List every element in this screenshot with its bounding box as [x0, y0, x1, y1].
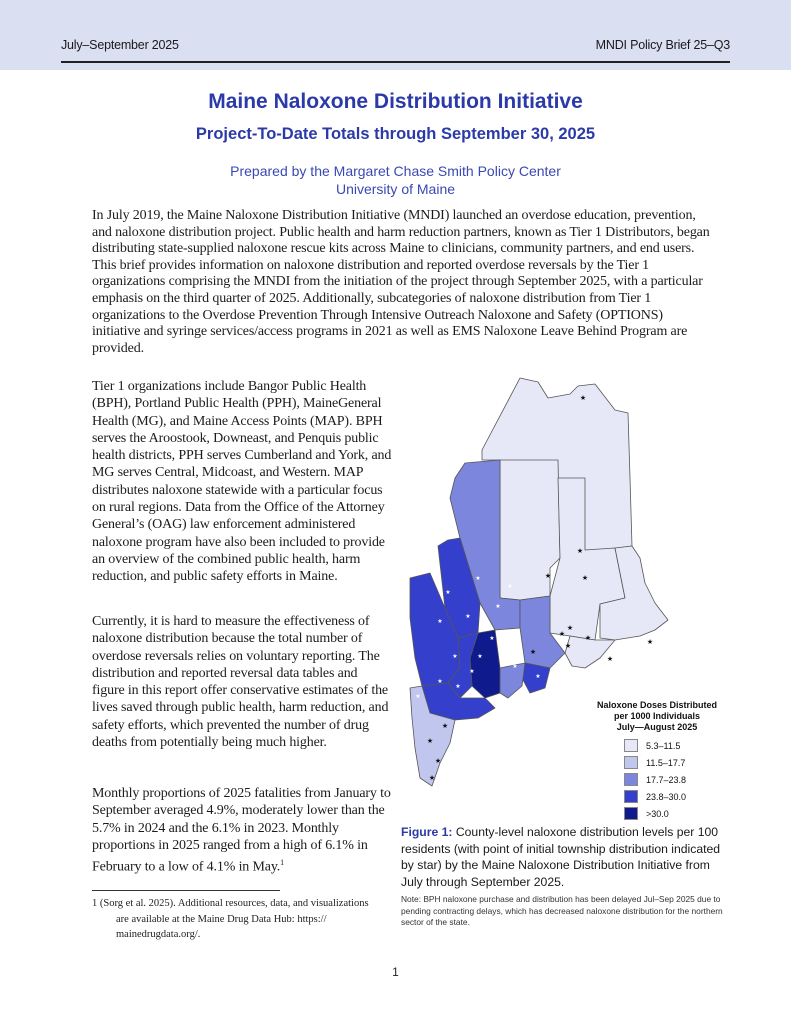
prepared-by-line2: University of Maine [335, 181, 456, 197]
star-icon: ★ [564, 642, 572, 650]
star-icon: ★ [415, 693, 421, 700]
star-icon: ★ [452, 653, 458, 660]
header-band [0, 0, 791, 70]
star-icon: ★ [584, 634, 592, 642]
star-icon: ★ [445, 589, 451, 596]
legend-label: >30.0 [646, 808, 669, 819]
star-icon: ★ [434, 757, 442, 765]
star-icon: ★ [581, 574, 589, 582]
legend-swatch [624, 756, 638, 769]
star-icon: ★ [535, 673, 541, 680]
effectiveness-paragraph: Currently, it is hard to measure the effectiveness of naloxone distribution because the total number of overdose reversals relies on voluntary reporting. The distribution and reported reversal data tables and figure in this report offer conservative estimates of the lives saved through public health, harm reduction, and safety efforts, which prevented the number of drug deaths from potentially being much higher. [92, 614, 389, 751]
map-legend [592, 700, 722, 822]
star-icon: ★ [646, 638, 654, 646]
star-icon: ★ [558, 630, 566, 638]
star-icon: ★ [455, 683, 461, 690]
fatalities-text: Monthly proportions of 2025 fatalities from January to September averaged 4.9%, moderately lower than the 5.7% in 2024 and the 6.1% in 2023. Monthly proportions in 2025 ranged from a high of 6.1% in February to a low of 4.1% in May. [92, 786, 391, 875]
star-icon: ★ [576, 547, 584, 555]
footnote-line2: are available at the Maine Drug Data Hub: https:// [116, 913, 327, 925]
prepared-by-line1: Prepared by the Margaret Chase Smith Policy Center [230, 163, 561, 179]
figure-label: Figure 1: [401, 825, 453, 839]
legend-swatch [624, 807, 638, 820]
star-icon: ★ [441, 722, 449, 730]
page-number: 1 [392, 965, 399, 979]
star-icon: ★ [437, 678, 443, 685]
fatalities-paragraph [92, 785, 392, 876]
legend-item [624, 754, 722, 771]
legend-title-line1: Naloxone Doses Distributed [596, 700, 718, 710]
star-icon: ★ [469, 668, 475, 675]
star-icon: ★ [437, 618, 443, 625]
star-icon: ★ [426, 737, 434, 745]
legend-label: 17.7–23.8 [646, 774, 687, 785]
legend-item [624, 771, 722, 788]
header-divider [61, 61, 730, 63]
star-icon: ★ [512, 663, 518, 670]
legend-label: 5.3–11.5 [646, 740, 681, 751]
star-icon: ★ [495, 603, 501, 610]
star-icon: ★ [507, 583, 513, 590]
footnote [92, 896, 382, 943]
page-subtitle: Project-To-Date Totals through September 30, 2025 [195, 125, 596, 143]
star-icon: ★ [529, 648, 537, 656]
legend-title [592, 700, 722, 733]
legend-label: 11.5–17.7 [646, 757, 686, 768]
figure-caption [401, 824, 721, 890]
legend-label: 23.8–30.0 [646, 791, 687, 802]
figure-caption-text: County-level naloxone distribution levels per 100 residents (with point of initial township distribution indicated by star) by the Maine Naloxone Distribution Initiative from July through September 2025. [401, 825, 721, 889]
star-icon: ★ [544, 572, 552, 580]
legend-swatch [624, 773, 638, 786]
star-icon: ★ [477, 653, 483, 660]
legend-items [592, 737, 722, 822]
star-icon: ★ [475, 575, 481, 582]
star-icon: ★ [579, 394, 587, 402]
page-title: Maine Naloxone Distribution Initiative [208, 90, 583, 113]
intro-paragraph: In July 2019, the Maine Naloxone Distribution Initiative (MNDI) launched an overdose education, prevention, and naloxone distribution project. Public health and harm reduction partners, known as Tier 1 Distributors, began distributing state-supplied naloxone rescue kits across Maine to clinicians, community partners, and end users. This brief provides information on naloxone distribution and reported overdose reversals by the Tier 1 organizations comprising the MNDI from the initiation of the project through September 2025, with a particular emphasis on the third quarter of 2025. Additionally, subcategories of naloxone distribution from Tier 1 organizations to the Overdose Prevention Through Intensive Outreach Naloxone and Safety (OPTIONS) initiative and syringe services/access programs in 2021 as well as EMS Naloxone Leave Behind Program are provided. [92, 208, 710, 356]
legend-swatch [624, 739, 638, 752]
legend-item [624, 737, 722, 754]
legend-title-line2: per 1000 Individuals [613, 711, 701, 721]
legend-title-line3: July—August 2025 [616, 722, 698, 732]
star-icon: ★ [566, 624, 574, 632]
footnote-marker[interactable]: 1 [280, 858, 285, 868]
footnote-line3[interactable]: mainedrugdata.org/. [116, 929, 201, 940]
legend-item [624, 805, 722, 822]
footnote-divider [92, 890, 280, 891]
star-icon: ★ [489, 635, 495, 642]
header-date-range: July–September 2025 [61, 38, 179, 52]
legend-swatch [624, 790, 638, 803]
tier1-paragraph: Tier 1 organizations include Bangor Public Health (BPH), Portland Public Health (PPH), MaineGeneral Health (MG), and Maine Access Points (MAP). BPH serves the Aroostook, Downeast, and Penquis public health districts, PPH serves Cumberland and York, and MG serves Central, Midcoast, and Western. MAP distributes naloxone statewide with a particular focus on rural regions. Data from the Office of the Attorney General’s (OAG) law enforcement administered naloxone program have also been included to provide an overview of the combined public health, harm reduction, and public safety efforts in Maine. [92, 379, 392, 585]
star-icon: ★ [465, 613, 471, 620]
legend-item [624, 788, 722, 805]
header-brief-id: MNDI Policy Brief 25–Q3 [595, 38, 730, 52]
star-icon: ★ [428, 774, 436, 782]
footnote-line1: 1 (Sorg et al. 2025). Additional resources, data, and visualizations [92, 898, 369, 909]
figure-note: Note: BPH naloxone purchase and distribution has been delayed Jul–Sep 2025 due to pending contracting delays, which has decreased naloxone distribution for the northern sector of the state. [401, 894, 723, 927]
star-icon: ★ [606, 655, 614, 663]
prepared-by [0, 162, 791, 198]
